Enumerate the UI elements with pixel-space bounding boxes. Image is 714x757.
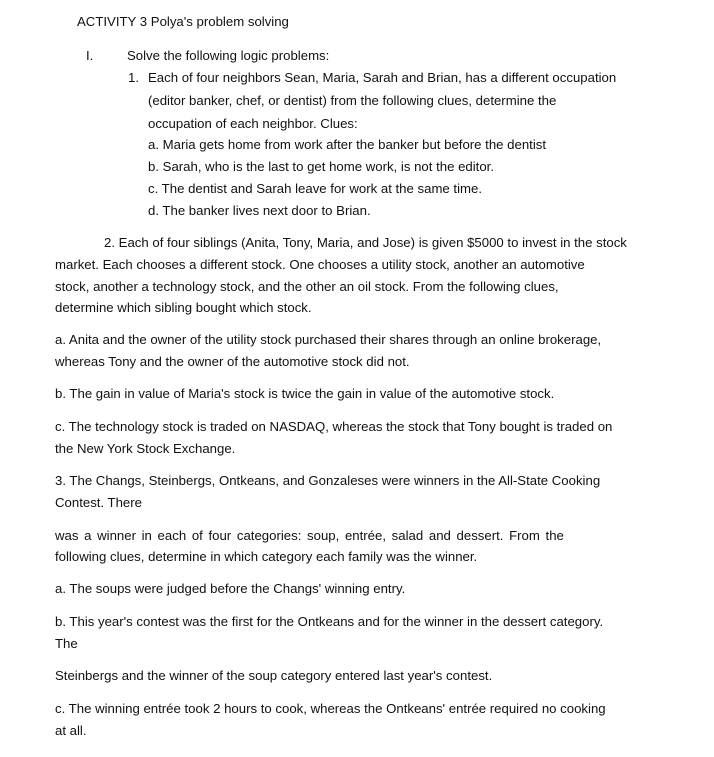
problem2-clue-a: whereas Tony and the owner of the automotive stock did not. (55, 354, 410, 369)
problem2-clue-a: a. Anita and the owner of the utility stock purchased their shares through an online brokerage, (55, 332, 602, 347)
problem1-clue-a: a. Maria gets home from work after the banker but before the dentist (148, 137, 547, 152)
section-number: I. (86, 48, 94, 63)
problem3-text-line: was a winner in each of four categories: soup, entrée, salad and dessert. From the (55, 528, 564, 543)
problem1-number: 1. (128, 70, 139, 85)
problem2-text-line: 2. Each of four siblings (Anita, Tony, Maria, and Jose) is given $5000 to invest in the stock (104, 235, 627, 250)
problem2-text-line: stock, another a technology stock, and the other an oil stock. From the following clues, (55, 279, 559, 294)
problem3-clue-c: c. The winning entrée took 2 hours to cook, whereas the Ontkeans' entrée required no cooking (55, 701, 606, 716)
problem2-text-line: market. Each chooses a different stock. One chooses a utility stock, another an automotive (55, 257, 585, 272)
problem1-text-line: Each of four neighbors Sean, Maria, Sarah and Brian, has a different occupation (148, 70, 617, 85)
problem1-text-line: (editor banker, chef, or dentist) from the following clues, determine the (148, 93, 557, 108)
problem3-clue-a: a. The soups were judged before the Changs' winning entry. (55, 581, 406, 596)
problem1-clue-d: d. The banker lives next door to Brian. (148, 203, 371, 218)
problem2-text-line: determine which sibling bought which stock. (55, 300, 312, 315)
problem1-clue-b: b. Sarah, who is the last to get home work, is not the editor. (148, 159, 494, 174)
problem3-text-line: Contest. There (55, 495, 142, 510)
problem3-clue-c: at all. (55, 723, 87, 738)
problem2-clue-b: b. The gain in value of Maria's stock is twice the gain in value of the automotive stock. (55, 386, 555, 401)
problem1-clue-c: c. The dentist and Sarah leave for work at the same time. (148, 181, 483, 196)
problem3-clue-b: b. This year's contest was the first for the Ontkeans and for the winner in the dessert category. (55, 614, 604, 629)
problem3-clue-b: The (55, 636, 78, 651)
problem1-text-line: occupation of each neighbor. Clues: (148, 116, 358, 131)
problem2-clue-c: the New York Stock Exchange. (55, 441, 236, 456)
problem2-clue-c: c. The technology stock is traded on NASDAQ, whereas the stock that Tony bought is traded on (55, 419, 613, 434)
problem3-text-line: following clues, determine in which category each family was the winner. (55, 549, 478, 564)
activity-heading: ACTIVITY 3 Polya's problem solving (77, 14, 289, 29)
section-title: Solve the following logic problems: (127, 48, 330, 63)
problem3-text-line: 3. The Changs, Steinbergs, Ontkeans, and Gonzaleses were winners in the All-State Cooking (55, 473, 601, 488)
problem3-clue-b: Steinbergs and the winner of the soup category entered last year's contest. (55, 668, 493, 683)
